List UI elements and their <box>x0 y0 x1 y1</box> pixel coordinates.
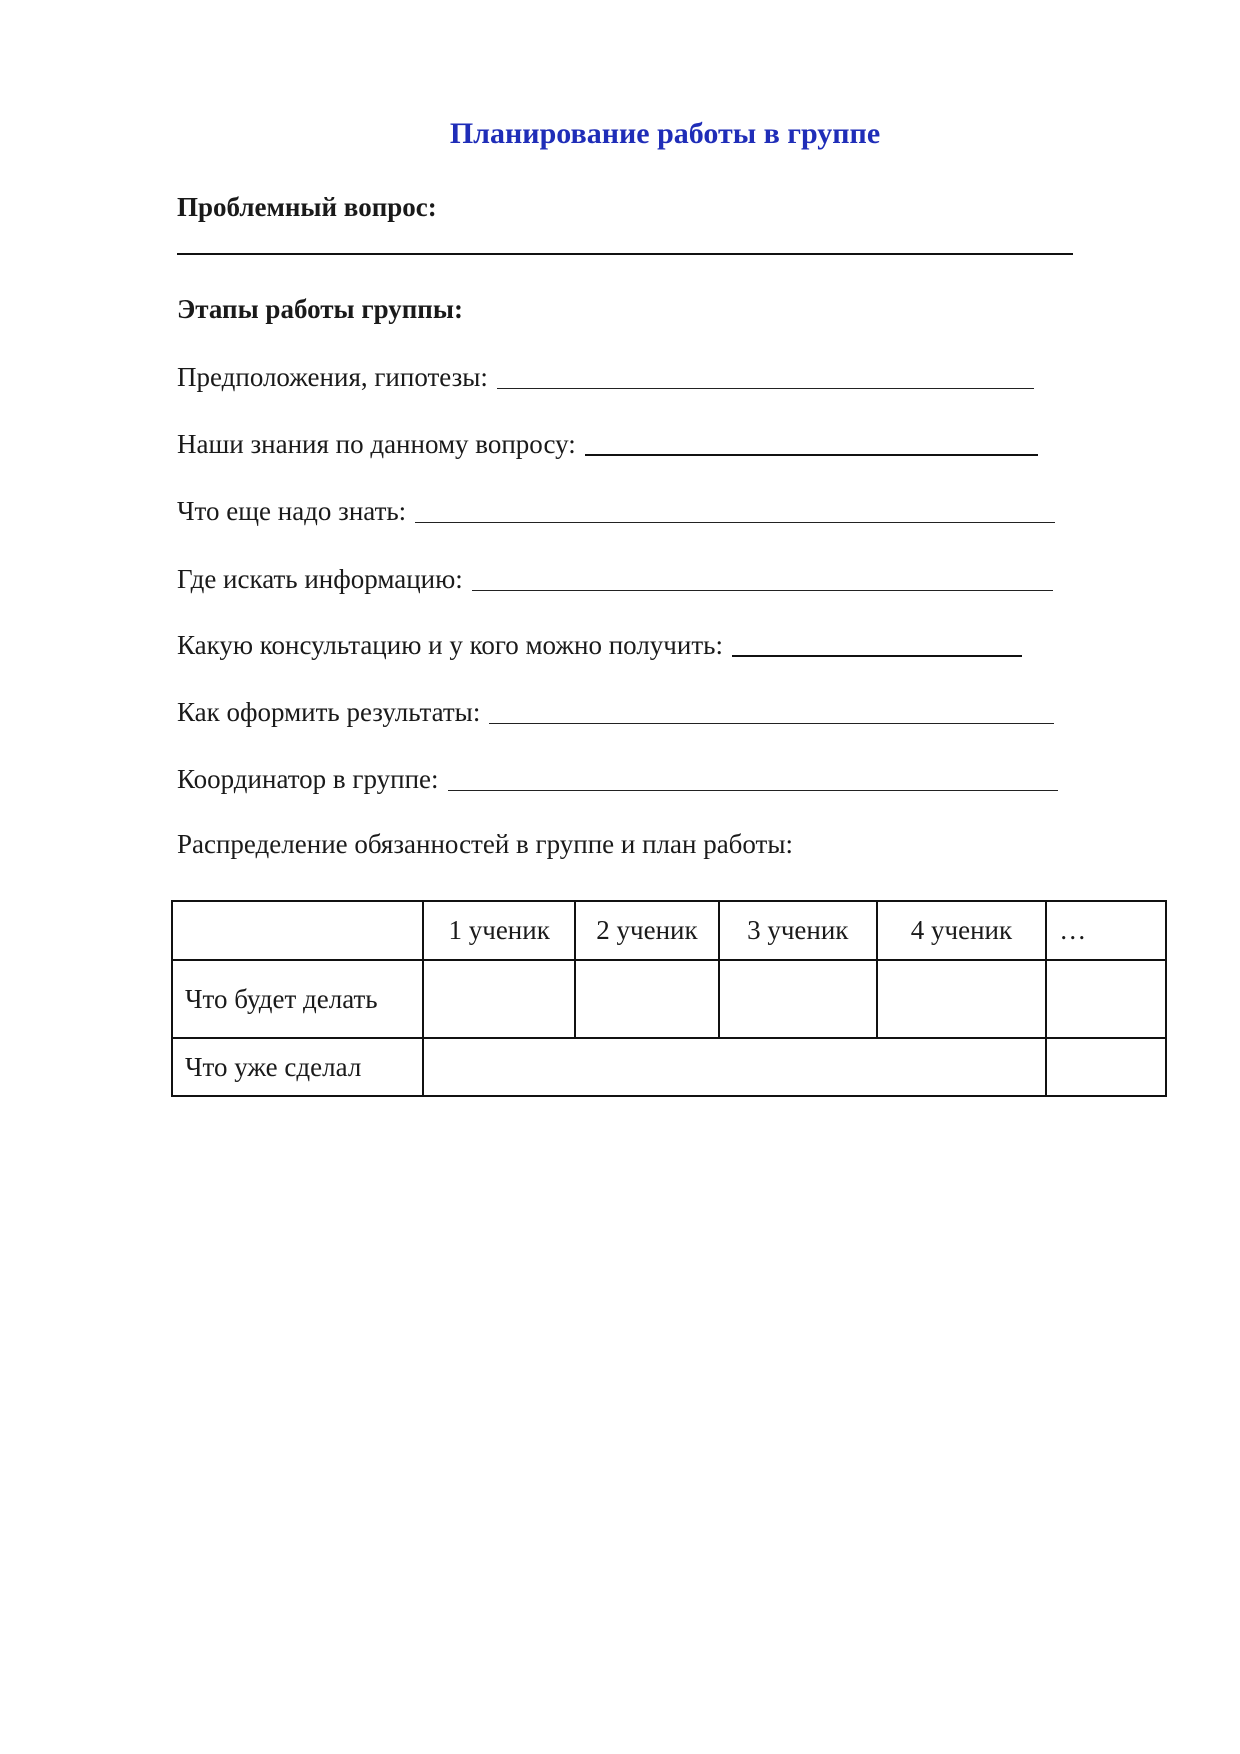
table-cell[interactable] <box>719 960 877 1038</box>
table-row <box>172 1038 1166 1096</box>
field-hypotheses-line[interactable] <box>497 388 1034 389</box>
field-hypotheses <box>177 353 1034 393</box>
field-consultation <box>177 621 1022 661</box>
field-results-format-label: Как оформить результаты: <box>177 697 481 727</box>
field-need-to-know-line[interactable] <box>415 522 1055 523</box>
table-header-student-3: 3 ученик <box>719 901 877 960</box>
field-need-to-know <box>177 487 1055 527</box>
problem-question-label: Проблемный вопрос: <box>177 192 437 222</box>
table-row-label: Что уже сделал <box>172 1038 423 1096</box>
stages-label: Этапы работы группы: <box>177 294 463 324</box>
field-knowledge-label: Наши знания по данному вопросу: <box>177 429 576 459</box>
field-knowledge-line[interactable] <box>585 454 1038 456</box>
field-results-format <box>177 688 1054 728</box>
field-consultation-line[interactable] <box>732 655 1022 657</box>
field-results-format-line[interactable] <box>489 723 1054 724</box>
table-row-label: Что будет делать <box>172 960 423 1038</box>
field-consultation-label: Какую консультацию и у кого можно получить: <box>177 630 723 660</box>
field-knowledge <box>177 420 1038 460</box>
table-cell[interactable] <box>877 960 1047 1038</box>
table-cell-merged[interactable] <box>423 1038 1046 1096</box>
problem-question-answer-line[interactable] <box>177 253 1073 255</box>
table-header-more: … <box>1046 901 1166 960</box>
field-need-to-know-label: Что еще надо знать: <box>177 496 407 526</box>
field-hypotheses-label: Предположения, гипотезы: <box>177 362 488 392</box>
duties-table <box>171 900 1167 1097</box>
table-header-student-4: 4 ученик <box>877 901 1047 960</box>
field-coordinator-label: Координатор в группе: <box>177 764 439 794</box>
table-header-row <box>172 901 1166 960</box>
table-header-empty <box>172 901 423 960</box>
table-header-student-2: 2 ученик <box>575 901 719 960</box>
table-row <box>172 960 1166 1038</box>
table-header-student-1: 1 ученик <box>423 901 575 960</box>
table-cell[interactable] <box>423 960 575 1038</box>
field-coordinator <box>177 755 1058 795</box>
page-title: Планирование работы в группе <box>449 117 881 150</box>
field-where-to-search-label: Где искать информацию: <box>177 564 463 594</box>
table-cell[interactable] <box>1046 960 1166 1038</box>
field-coordinator-line[interactable] <box>448 790 1058 791</box>
duties-label: Распределение обязанностей в группе и план работы: <box>177 829 794 859</box>
table-cell[interactable] <box>1046 1038 1166 1096</box>
field-where-to-search <box>177 555 1053 595</box>
field-where-to-search-line[interactable] <box>472 590 1053 591</box>
table-cell[interactable] <box>575 960 719 1038</box>
